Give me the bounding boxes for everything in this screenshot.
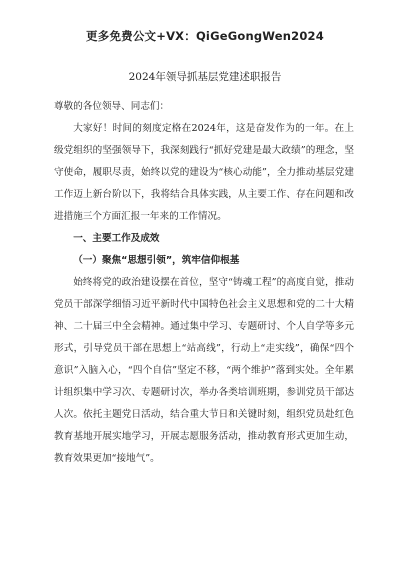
document-title: 2024年领导抓基层党建述职报告 — [128, 71, 282, 83]
promo-banner: 更多免费公文+VX：QiGeGongWen2024 — [86, 29, 324, 43]
document-body — [54, 96, 354, 470]
intro-paragraph: 大家好！时间的刻度定格在2024年，这是奋发作为的一年。在上级党组织的坚强领导下，我深刻践行“抓好党建是最大政绩”的理念，坚守使命，履职尽责，始终以党的建设为“核心动能”，全力推动基层党建工作迈上新台阶以下，我将结合具体实践，从主要工作、存在问题和改进措施三个方面汇报一年来的工作情况。 — [54, 123, 354, 222]
section-heading: 一、主要工作及成效 — [73, 233, 160, 244]
salutation: 尊敬的各位领导、同志们： — [54, 101, 170, 112]
body-paragraph: 始终将党的政治建设摆在首位，坚守“铸魂工程”的高度自觉，推动党员干部深学细悟习近平新时代中国特色社会主义思想和党的二十大精神、二十届三中全会精神。通过集中学习、专题研讨、个人自学等多元形式，引导党员干部在思想上“站高线”，行动上“走实线”，确保“四个意识”入脑入心，“四个自信”坚定不移，“两个维护”落到实处。全年累计组织集中学习次、专题研讨次，举办各类培训班期，参训党员干部达人次。依托主题党日活动，结合重大节日和关键时刻，组织党员赴红色教育基地开展实地学习，开展志愿服务活动，推动教育形式更加生动，教育效果更加“接地气”。 — [54, 277, 354, 464]
subsection-heading: （一）聚焦“思想引领”，筑牢信仰根基 — [73, 255, 240, 266]
